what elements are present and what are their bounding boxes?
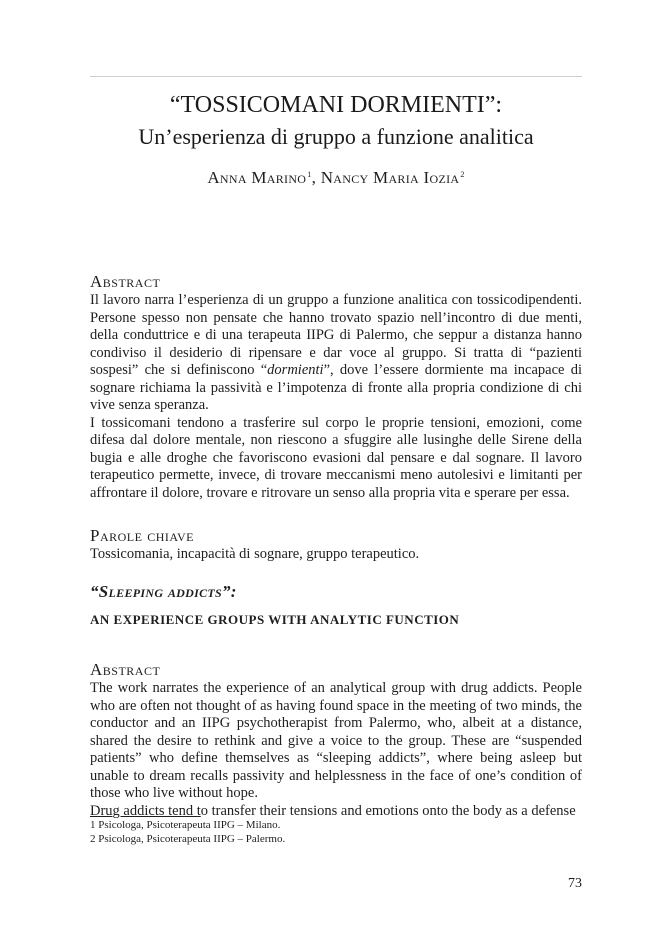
author-name: Anna Marino: [207, 168, 307, 187]
english-subtitle: AN EXPERIENCE GROUPS WITH ANALYTIC FUNCTION: [90, 612, 460, 627]
keywords-text: Tossicomania, incapacità di sognare, gruppo terapeutico.: [90, 546, 420, 562]
abstract-english: [90, 660, 582, 820]
abstract-paragraph: I tossicomani tendono a trasferire sul corpo le proprie tensioni, emozioni, come difesa dal dolore mentale, non riescono a sfuggire alle lusinghe delle Sirene della bugia e alle droghe che favoriscono evasioni dal pensare e dal sognare. Il lavoro terapeutico permette, invece, di trovare meccanismi meno autolesivi e limitanti per affrontare il dolore, trovare e ritrovare un senso alla propria vita e sperare per essa.: [90, 414, 582, 501]
emphasis: dormienti: [267, 362, 324, 378]
abstract-paragraph: Il lavoro narra l’esperienza di un gruppo a funzione analitica con tossicodipendenti. Persone spesso non pensate che hanno trovato spazio nell’incontro di due menti, della conduttrice e di una terapeuta IIPG di Palermo, che seppur a distanza hanno condiviso il desiderio di ripensare e dar voce al gruppo. Si tratta di “pazienti sospesi” che si definiscono “dormienti”, dove l’essere dormiente ma incapace di sognare richiama la passività e l’impotenza di fronte alla propria condizione di chi vive senza speranza.: [90, 292, 582, 413]
author-list: Anna Marino$^1$, Nancy Maria Iozia$^2$: [207, 168, 465, 187]
abstract-continuation: Drug addicts tend to transfer their tensions and emotions onto the body as a defense: [90, 802, 576, 819]
footnote-mark: 1: [307, 170, 312, 179]
section-heading: Abstract: [90, 660, 161, 679]
paper-title: “TOSSICOMANI DORMIENTI”:: [169, 92, 503, 118]
underlined-text: Drug addicts tend t: [90, 802, 201, 819]
english-title: “Sleeping addicts”:: [90, 582, 237, 601]
section-heading: Abstract: [90, 272, 161, 291]
author-name: Nancy Maria Iozia: [320, 168, 460, 187]
footnote: 2 Psicologa, Psicoterapeuta IIPG – Palermo.: [90, 833, 286, 845]
abstract-paragraph: The work narrates the experience of an analytical group with drug addicts. People who are often not thought of as having found space in the meeting of two minds, the conductor and an IIPG psychotherapist from Palermo, who, albeit at a distance, shared the desire to rethink and give a voice to the group. These are “suspended patients” who define themselves as “sleeping addicts”, where being asleep but unable to dream recalls passivity and helplessness in the face of one’s condition of those who live without hope.: [90, 680, 582, 801]
abstract-italian: [90, 272, 582, 502]
footnotes: [90, 818, 582, 846]
keywords-section: [90, 526, 582, 564]
header-rule: [90, 76, 582, 77]
footnote-mark: 2: [460, 170, 465, 179]
page-number: 73: [568, 876, 582, 891]
footnote: 1 Psicologa, Psicoterapeuta IIPG – Milano.: [90, 819, 281, 831]
section-heading: Parole chiave: [90, 526, 194, 545]
paper-subtitle: Un’esperienza di gruppo a funzione analitica: [138, 124, 534, 149]
